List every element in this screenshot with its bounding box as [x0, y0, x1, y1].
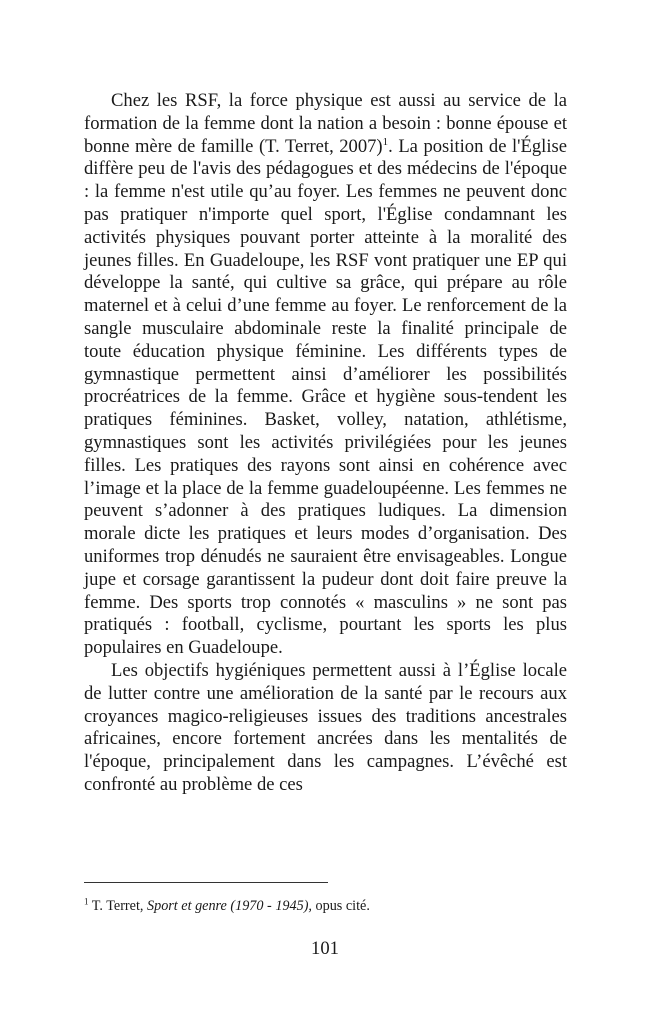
page-number: 101 [311, 938, 339, 959]
body-text [84, 90, 567, 797]
footnote-number: 1 [84, 896, 89, 907]
footnote-author: T. Terret, [88, 898, 147, 914]
paragraph-1-text-b: . La position de l'Église diffère peu de l'avis des pédagogues et des médecins de l'époque : la femme n'est utile qu’au foyer. Les femmes ne peuvent donc pas pratiquer n'importe quel sport, l'Église condamnant les activités physiques pouvant porter atteinte à la moralité des jeunes filles. En Guadeloupe, les RSF vont pratiquer une EP qui développe la santé, qui cultive sa grâce, qui prépare au rôle maternel et à celui d’une femme au foyer. Le renforcement de la sangle musculaire abdominale reste la finalité principale de toute éducation physique féminine. Les différents types de gymnastique permettent ainsi d’améliorer les possibilités procréatrices de la femme. Grâce et hygiène sous-tendent les pratiques féminines. Basket, volley, natation, athlétisme, gymnastiques sont les activités privilégiées pour les jeunes filles. Les pratiques des rayons sont ainsi en cohérence avec l’image et la place de la femme guadeloupéenne. Les femmes ne peuvent s’adonner à des pratiques ludiques. La dimension morale dicte les pratiques et leurs modes d’organisation. Des uniformes trop dénudés ne sauraient être envisageables. Longue jupe et corsage garantissent la pudeur dont doit faire preuve la femme. Des sports trop connotés « masculins » ne sont pas pratiqués : football, cyclisme, pourtant les sports les plus populaires en Guadeloupe. [84, 135, 567, 659]
paragraph-1 [84, 90, 567, 660]
footnote-reference[interactable]: 1 [382, 135, 389, 148]
paragraph-2: Les objectifs hygiéniques permettent aussi à l’Église locale de lutter contre une amélioration de la santé par le recours aux croyances magico-religieuses issues des traditions ancestrales africaines, encore fortement ancrées dans les mentalités de l'époque, principalement dans les campagnes. L’évêché est confronté au problème de ces [84, 659, 567, 795]
footnote-rest: opus cité. [311, 898, 370, 914]
footnote [84, 897, 567, 915]
footnote-separator [84, 882, 328, 883]
footnote-title: Sport et genre (1970 - 1945), [147, 898, 312, 914]
paragraph-1-text-a: Chez les RSF, la force physique est aussi au service de la formation de la femme dont la nation a besoin : bonne épouse et bonne mère de famille (T. Terret, 2007) [84, 90, 567, 157]
